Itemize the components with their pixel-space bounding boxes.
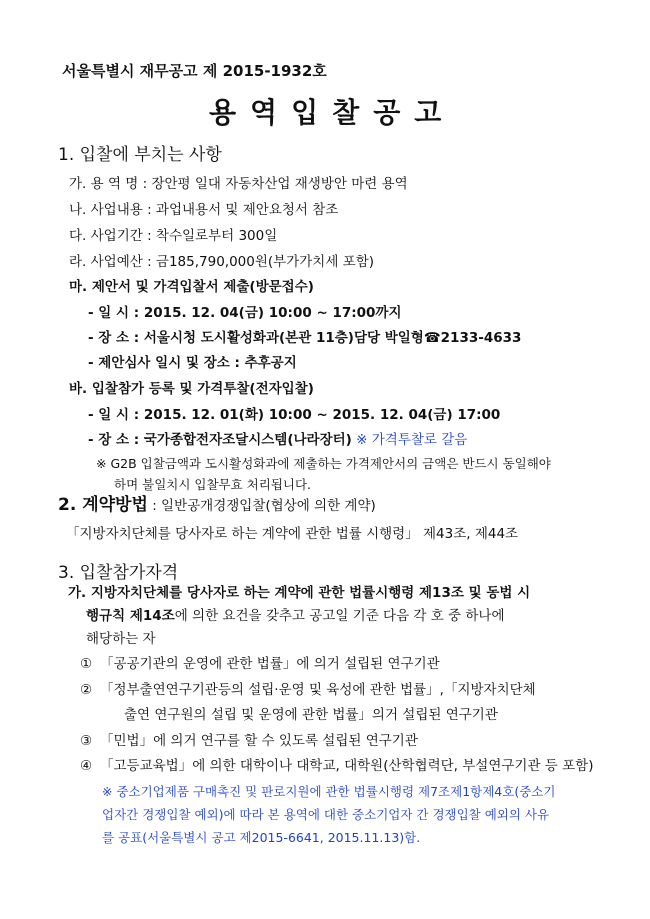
sme-note-line1: ※ 중소기업제품 구매촉진 및 판로지원에 관한 법률시행령 제7조제1항제4호(중소기 xyxy=(102,784,556,799)
eligibility-line2-rest: 에 의한 요건을 갖추고 공고일 기준 다음 각 호 중 하나에 xyxy=(174,608,505,624)
eligibility-line3: 해당하는 자 xyxy=(86,631,156,647)
item-4-number: ④ xyxy=(80,758,93,774)
submission-date: - 일 시 : 2015. 12. 04(금) 10:00 ~ 17:00까지 xyxy=(88,305,402,321)
eligibility-line2 xyxy=(86,607,505,625)
item-4-text: 「고등교육법」에 의한 대학이나 대학교, 대학원(산학협력단, 부설연구기관 등 포함) xyxy=(100,758,594,774)
submission-place: - 장 소 : 서울시청 도시활성화과(본관 11층)담당 박일형☎2133-4633 xyxy=(88,330,522,346)
project-period: 다. 사업기간 : 착수일로부터 300일 xyxy=(69,228,278,244)
g2b-note-line2: 하며 불일치시 입찰무효 처리됩니다. xyxy=(114,477,312,492)
sme-note-line3: 를 공표(서울특별시 공고 제2015-6641, 2015.11.13)함. xyxy=(102,830,421,845)
bid-place-label: - 장 소 : 국가종합전자조달시스템(나라장터) xyxy=(88,432,352,448)
sme-note-line2: 업자간 경쟁입찰 예외)에 따라 본 용역에 대한 중소기업자 간 경쟁입찰 예외의 사유 xyxy=(102,807,550,822)
item-2-number: ② xyxy=(80,682,93,698)
item-2-text-line1: 「정부출연연구기관등의 설립·운영 및 육성에 관한 법률」,「지방자치단체 xyxy=(100,682,536,698)
project-name: 가. 용 역 명 : 장안평 일대 자동차산업 재생방안 마련 용역 xyxy=(69,176,408,192)
proposal-submission-heading: 마. 제안서 및 가격입찰서 제출(방문접수) xyxy=(69,279,314,295)
page-title: 용역입찰공고 xyxy=(209,96,456,129)
bid-place-note: ※ 가격투찰로 갈음 xyxy=(356,432,468,448)
bid-place xyxy=(88,431,467,449)
section1-heading: 1. 입찰에 부치는 사항 xyxy=(58,145,222,165)
section2-heading: 2. 계약방법 xyxy=(58,495,148,515)
section2-heading-line xyxy=(58,496,376,515)
eligibility-item-4 xyxy=(80,757,593,775)
item-3-number: ③ xyxy=(80,733,93,749)
bid-registration-heading: 바. 입찰참가 등록 및 가격투찰(전자입찰) xyxy=(69,381,314,397)
eligibility-line1: 가. 지방자치단체를 당사자로 하는 계약에 관한 법률시행령 제13조 및 동법 시 xyxy=(68,585,531,601)
review-schedule: - 제안심사 일시 및 장소 : 추후공지 xyxy=(88,355,297,371)
eligibility-line2-bold: 행규칙 제14조 xyxy=(86,608,175,624)
contract-method: : 일반공개경쟁입찰(협상에 의한 계약) xyxy=(147,498,376,514)
project-content: 나. 사업내용 : 과업내용서 및 제안요청서 참조 xyxy=(69,202,339,218)
contract-law: 「지방자치단체를 당사자로 하는 계약에 관한 법률 시행령」 제43조, 제44조 xyxy=(66,526,519,542)
eligibility-item-2 xyxy=(80,681,536,699)
project-budget: 라. 사업예산 : 금185,790,000원(부가가치세 포함) xyxy=(69,254,374,270)
item-1-number: ① xyxy=(80,656,93,672)
g2b-note-line1: ※ G2B 입찰금액과 도시활성화과에 제출하는 가격제안서의 금액은 반드시 동일해야 xyxy=(96,456,551,471)
notice-number: 서울특별시 재무공고 제 2015-1932호 xyxy=(62,62,327,80)
bid-date: - 일 시 : 2015. 12. 01(화) 10:00 ~ 2015. 12. 04(금) 17:00 xyxy=(88,407,501,423)
eligibility-item-2-cont: 출연 연구원의 설립 및 운영에 관한 법률」의거 설립된 연구기관 xyxy=(124,707,498,723)
eligibility-item-1 xyxy=(80,655,440,673)
eligibility-item-3 xyxy=(80,732,418,750)
item-1-text: 「공공기관의 운영에 관한 법률」에 의거 설립된 연구기관 xyxy=(100,656,440,672)
item-3-text: 「민법」에 의거 연구를 할 수 있도록 설립된 연구기관 xyxy=(100,733,418,749)
section3-heading: 3. 입찰참가자격 xyxy=(58,563,179,583)
